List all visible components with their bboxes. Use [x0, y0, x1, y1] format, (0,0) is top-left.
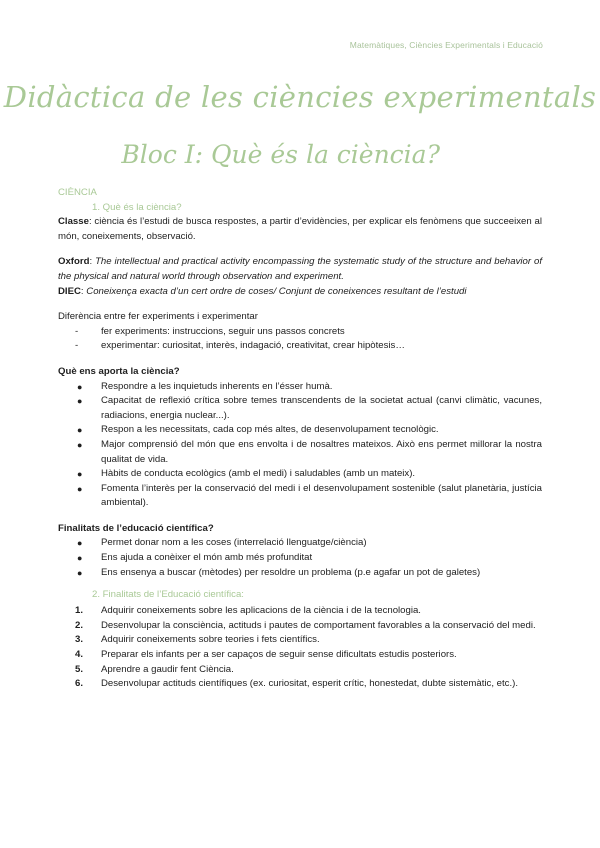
definition-text: The intellectual and practical activity encompassing the systematic study of the structure and behavior of the physical and natural world through observation and experiment. [58, 256, 542, 282]
bullet-icon: ● [77, 439, 83, 450]
bullet-icon: ● [77, 567, 83, 578]
list-item: 6. Desenvolupar actituds científiques (ex. curiositat, esperit crític, honestedat, dubte sistemàtic, etc.). [75, 678, 518, 690]
page-title: Didàctica de les ciències experimentals [3, 80, 597, 114]
course-header: Matemàtiques, Ciències Experimentals i Educació [349, 40, 543, 50]
list-item: ● Fomenta l’interès per la conservació del medi i el desenvolupament sostenible (salut planetària, justícia ambiental). [77, 482, 542, 509]
document-body [58, 186, 542, 692]
aims-list [58, 604, 542, 692]
bullet-icon: ● [77, 396, 83, 407]
section2-heading: 2. Finalitats de l’Educació científica: [92, 589, 244, 601]
dash-icon: - [75, 340, 79, 352]
list-item: ● Hàbits de conducta ecològics (amb el medi) i saludables (amb un mateix). [58, 467, 542, 482]
block-subtitle: Bloc I: Què és la ciència? [121, 140, 440, 169]
list-item: ● Respon a les necessitats, cada cop més altes, de desenvolupament tecnològic. [58, 423, 542, 438]
section-label: CIÈNCIA [58, 187, 97, 198]
list-item: 4. Preparar els infants per a ser capaços de seguir sense dificultats estudis posteriors. [75, 649, 457, 661]
bullet-icon: ● [77, 469, 83, 480]
list-item: 2. Desenvolupar la consciència, actituds i pautes de comportament favorables a la conservació del medi. [75, 619, 536, 631]
contributions-heading: Què ens aporta la ciència? [58, 365, 180, 377]
bullet-icon: ● [77, 425, 83, 436]
contributions-list [58, 380, 542, 511]
list-item: 1. Adquirir coneixements sobre les aplicacions de la ciència i de la tecnologia. [75, 605, 421, 617]
list-item: ● Permet donar nom a les coses (interrelació llenguatge/ciència) [58, 536, 542, 551]
list-item: ● Capacitat de reflexió crítica sobre temes transcendents de la societat actual (canvi climàtic, vacunes, radiacions, energia nuclear...). [77, 395, 542, 421]
definition-oxford: Oxford: The intellectual and practical activity encompassing the systematic study of the structure and behavior of the physical and natural world through observation and experiment. [58, 256, 542, 282]
finalities-list [58, 536, 542, 580]
list-item: ● Ens ensenya a buscar (mètodes) per resoldre un problema (p.e agafar un pot de galetes) [58, 566, 542, 581]
list-item: 5. Aprendre a gaudir fent Ciència. [75, 663, 234, 675]
bullet-icon: ● [77, 483, 83, 494]
list-item: ● Ens ajuda a conèixer el món amb més profunditat [58, 551, 542, 566]
definition-label: Classe [58, 216, 89, 228]
definition-text: ciència és l’estudi de busca respostes, a partir d’evidències, per explicar els fenòmens que succeeixen al món, coneixements, observació. [58, 216, 542, 242]
definition-text: Coneixença exacta d’un cert ordre de coses/ Conjunt de coneixences resultant de l’estudi [86, 285, 467, 297]
list-item: - experimentar: curiositat, interès, indagació, creativitat, crear hipòtesis… [58, 339, 542, 354]
difference-list [58, 325, 542, 354]
dash-icon: - [75, 325, 79, 337]
definition-label: Oxford [58, 256, 90, 268]
finalities-heading: Finalitats de l’educació científica? [58, 522, 214, 534]
list-item: ● Major comprensió del món que ens envolta i de nosaltres mateixos. Això ens permet millorar la nostra qualitat de vida. [77, 438, 542, 465]
bullet-icon: ● [77, 553, 83, 564]
list-item: ● Respondre a les inquietuds inherents en l’ésser humà. [58, 380, 542, 395]
difference-heading: Diferència entre fer experiments i experimentar [58, 311, 258, 323]
definition-label: DIEC [58, 285, 81, 297]
bullet-icon: ● [77, 381, 83, 392]
bullet-icon: ● [77, 538, 83, 549]
list-item: - fer experiments: instruccions, seguir uns passos concrets [58, 325, 542, 340]
list-item: 3. Adquirir coneixements sobre teories i fets científics. [75, 634, 320, 646]
definition-diec: DIEC: Coneixença exacta d’un cert ordre de coses/ Conjunt de coneixences resultant de l’estudi [58, 285, 467, 297]
definition-classe: Classe: ciència és l’estudi de busca respostes, a partir d’evidències, per explicar els fenòmens que succeeixen al món, coneixements, observació. [58, 216, 542, 242]
section1-heading: 1. Què és la ciència? [92, 201, 182, 213]
